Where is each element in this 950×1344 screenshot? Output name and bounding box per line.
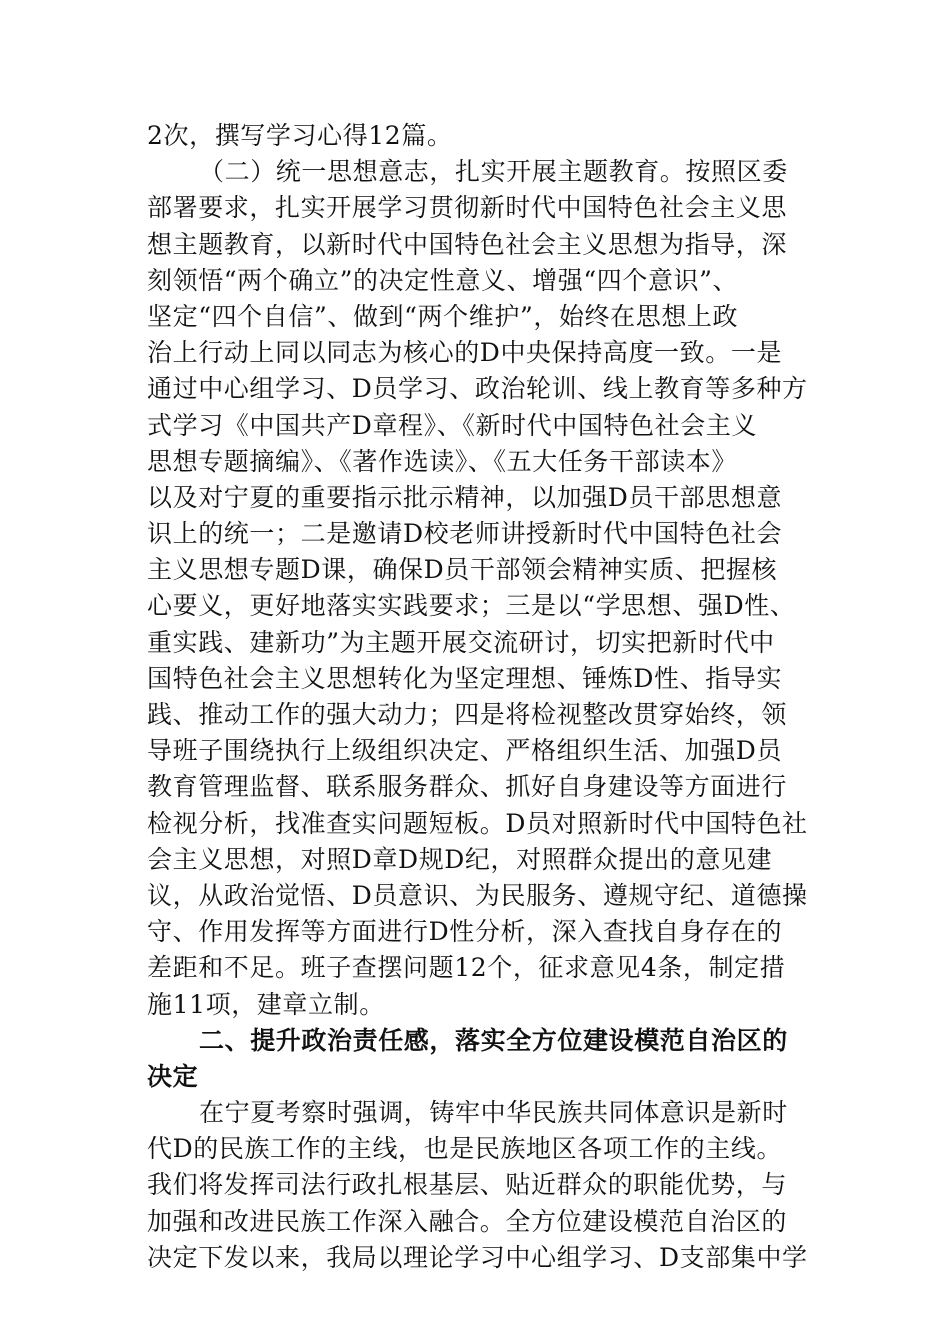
- text-line: 导班子围绕执行上级组织决定、严格组织生活、加强D员: [147, 736, 783, 766]
- text-line: 践、推动工作的强大动力；四是将检视整改贯穿始终，领: [147, 700, 788, 729]
- text-line: 在宁夏考察时强调，铸牢中华民族共同体意识是新时: [199, 1098, 788, 1128]
- text-line: 心要义，更好地落实实践要求；三是以“学思想、强D性、: [147, 591, 796, 621]
- section-heading-continued: 决定: [147, 1061, 199, 1091]
- text-line: 坚定“四个自信”、做到“两个维护”，始终在思想上政: [147, 301, 739, 331]
- document-body: [147, 118, 812, 1276]
- text-line: 施11项，建章立制。: [147, 989, 385, 1019]
- text-line: 刻领悟“两个确立”的决定性意义、增强“四个意识”、: [147, 265, 739, 295]
- text-line: 部署要求，扎实开展学习贯彻新时代中国特色社会主义思: [147, 193, 788, 223]
- text-line: 检视分析，找准查实问题短板。D员对照新时代中国特色社: [147, 808, 808, 838]
- text-line: 识上的统一；二是邀请D校老师讲授新时代中国特色社会: [147, 519, 783, 549]
- text-line: 会主义思想，对照D章D规D纪，对照群众提出的意见建: [147, 844, 773, 874]
- section-subheading-line: （二）统一思想意志，扎实开展主题教育。按照区委: [199, 157, 788, 187]
- text-line: 决定下发以来，我局以理论学习中心组学习、D支部集中学: [147, 1242, 808, 1272]
- text-line: 差距和不足。班子查摆问题12个，征求意见4条，制定措: [147, 953, 786, 983]
- text-line: 加强和改进民族工作深入融合。全方位建设模范自治区的: [147, 1206, 788, 1236]
- text-line: 主义思想专题D课，确保D员干部领会精神实质、把握核: [147, 555, 778, 585]
- text-line: 2次，撰写学习心得12篇。: [147, 121, 453, 150]
- text-line: 我们将发挥司法行政扎根基层、贴近群众的职能优势，与: [147, 1170, 788, 1200]
- text-line: 想主题教育，以新时代中国特色社会主义思想为指导，深: [147, 229, 788, 259]
- text-line: 式学习《中国共产D章程》、《新时代中国特色社会主义: [147, 410, 758, 440]
- text-line: 以及对宁夏的重要指示批示精神，以加强D员干部思想意: [147, 482, 783, 512]
- text-line: 通过中心组学习、D员学习、政治轮训、线上教育等多种方: [147, 374, 808, 404]
- text-line: 思想专题摘编》、《著作选读》、《五大任务干部读本》: [147, 446, 738, 476]
- text-line: 国特色社会主义思想转化为坚定理想、锤炼D性、指导实: [147, 663, 783, 693]
- text-line: 议，从政治觉悟、D员意识、为民服务、遵规守纪、道德操: [147, 880, 808, 910]
- section-heading: 二、提升政治责任感，落实全方位建设模范自治区的: [199, 1025, 788, 1055]
- text-line: 守、作用发挥等方面进行D性分析，深入查找自身存在的: [147, 917, 783, 947]
- text-line: 代D的民族工作的主线，也是民族地区各项工作的主线。: [147, 1134, 783, 1164]
- text-line: 重实践、建新功”为主题开展交流研讨，切实把新时代中: [147, 627, 775, 657]
- text-line: 教育管理监督、联系服务群众、抓好自身建设等方面进行: [147, 772, 788, 802]
- text-line: 治上行动上同以同志为核心的D中央保持高度一致。一是: [147, 338, 783, 368]
